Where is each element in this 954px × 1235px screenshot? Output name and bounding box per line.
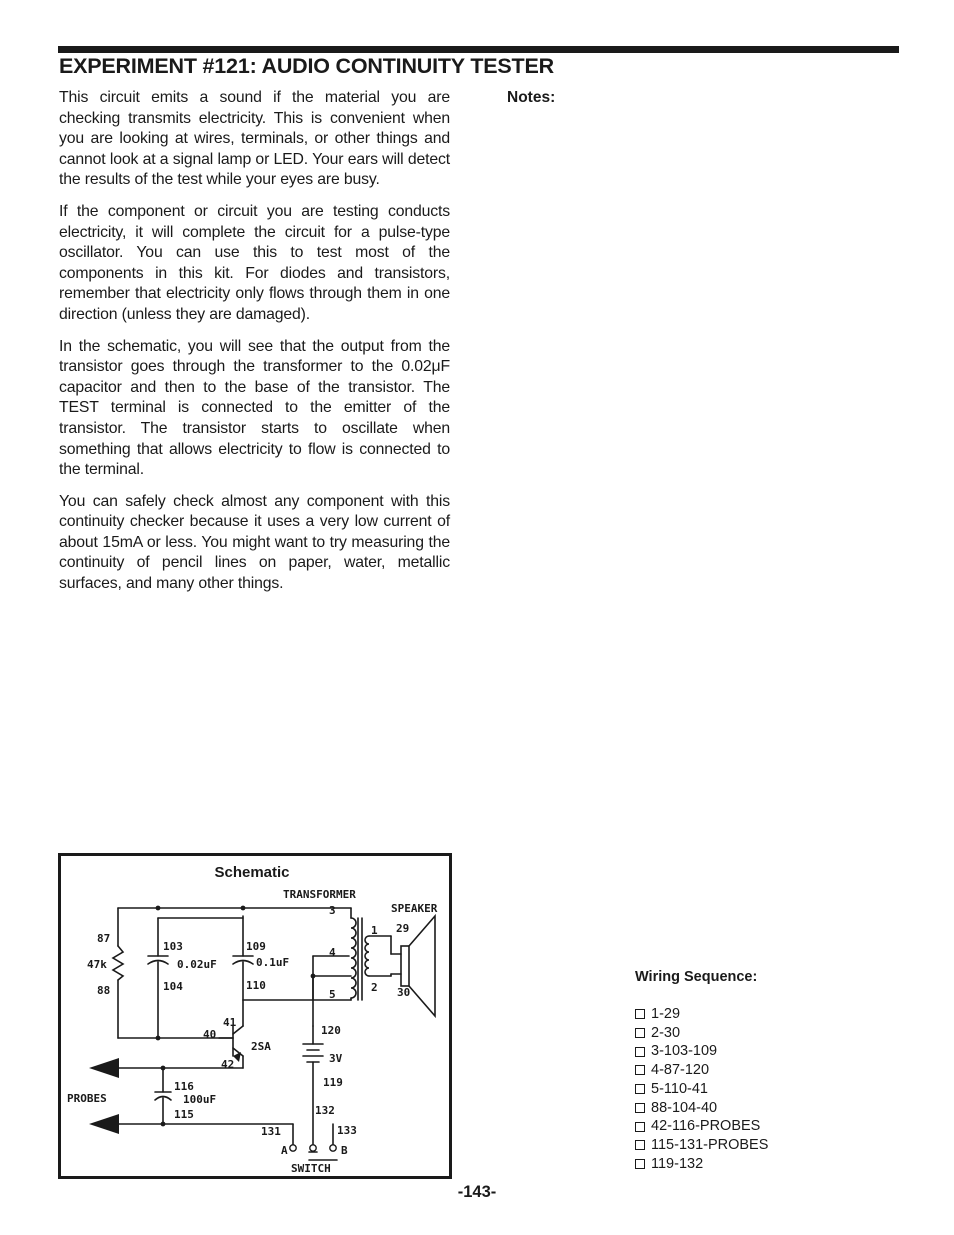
label-r87: 87 xyxy=(97,932,111,945)
label-c103: 103 xyxy=(163,940,183,953)
label-b120: 120 xyxy=(321,1024,341,1037)
label-trans: 2SA xyxy=(251,1040,271,1053)
schematic-labels xyxy=(67,888,438,1175)
wiring-item-label: 88-104-40 xyxy=(651,1099,718,1116)
checkbox-icon[interactable] xyxy=(635,1009,645,1019)
wiring-title: Wiring Sequence: xyxy=(635,969,758,985)
page-number: -143- xyxy=(457,1183,497,1201)
label-c01: 0.1uF xyxy=(256,956,290,969)
checkbox-icon[interactable] xyxy=(635,1103,645,1113)
list-item[interactable] xyxy=(635,1155,768,1174)
list-item[interactable] xyxy=(635,1061,768,1080)
checkbox-icon[interactable] xyxy=(635,1084,645,1094)
wiring-item-label: 1-29 xyxy=(651,1006,681,1022)
list-item[interactable] xyxy=(635,1042,768,1061)
label-swA: A xyxy=(281,1144,288,1157)
label-t40: 40 xyxy=(203,1028,217,1041)
label-c109: 109 xyxy=(246,940,266,953)
schematic-box xyxy=(58,853,452,1179)
label-t5: 5 xyxy=(329,988,336,1001)
wiring-item-label: 2-30 xyxy=(651,1024,681,1041)
circuit-wires xyxy=(113,908,435,1160)
wiring-sequence xyxy=(635,969,768,1173)
label-b119: 119 xyxy=(323,1076,343,1089)
label-s30: 30 xyxy=(397,986,411,999)
paragraph-1: This circuit emits a sound if the material you are checking transmits electricity. This is convenient when you are looking at wires, terminals, or other things and cannot look at a signal lamp or LED. Your ears will detect the results of the test while your eyes are busy. xyxy=(59,89,450,189)
label-transformer: TRANSFORMER xyxy=(283,888,356,901)
wiring-item-label: 4-87-120 xyxy=(651,1062,710,1079)
label-t2: 2 xyxy=(371,981,378,994)
body-text xyxy=(59,88,450,606)
checkbox-icon[interactable] xyxy=(635,1028,645,1038)
paragraph-3: In the schematic, you will see that the output from the transistor goes through the transformer to the 0.02μF capacitor and then to the base of the transistor. The TEST terminal is connected to the emitter of the transistor. The transistor starts to oscillate when something that allows electricity to flow is connected to the terminal. xyxy=(59,337,450,479)
checkbox-icon[interactable] xyxy=(635,1140,645,1150)
list-item[interactable] xyxy=(635,1024,768,1043)
checkbox-icon[interactable] xyxy=(635,1122,645,1132)
label-c116: 116 xyxy=(174,1080,194,1093)
label-switch: SWITCH xyxy=(291,1162,331,1175)
label-c115: 115 xyxy=(174,1108,194,1121)
list-item[interactable] xyxy=(635,1005,768,1024)
checkbox-icon[interactable] xyxy=(635,1159,645,1169)
label-w131: 131 xyxy=(261,1125,281,1138)
label-t4: 4 xyxy=(329,946,336,959)
schematic-diagram xyxy=(61,856,449,1176)
label-t41: 41 xyxy=(223,1016,237,1029)
label-r88: 88 xyxy=(97,984,111,997)
label-speaker: SPEAKER xyxy=(391,902,438,915)
label-swB: B xyxy=(341,1144,348,1157)
paragraph-2: If the component or circuit you are testing conducts electricity, it will complete the circuit for a pulse-type oscillator. You can use this to test most of the components in this kit. For diodes and transistors, remember that electricity only flows through them in one direction (unless they are damaged). xyxy=(59,202,450,323)
label-c104: 104 xyxy=(163,980,183,993)
label-c100: 100uF xyxy=(183,1093,217,1106)
page-title: EXPERIMENT #121: AUDIO CONTINUITY TESTER xyxy=(59,54,554,78)
list-item[interactable] xyxy=(635,1136,768,1155)
list-item[interactable] xyxy=(635,1117,768,1136)
label-t42: 42 xyxy=(221,1058,235,1071)
label-probes: PROBES xyxy=(67,1092,107,1105)
label-c110: 110 xyxy=(246,979,266,992)
label-w133: 133 xyxy=(337,1124,357,1137)
checkbox-icon[interactable] xyxy=(635,1047,645,1057)
wiring-item-label: 119-132 xyxy=(651,1155,704,1172)
label-s29: 29 xyxy=(396,922,410,935)
label-t1: 1 xyxy=(371,924,378,937)
wiring-item-label: 115-131-PROBES xyxy=(651,1136,769,1153)
list-item[interactable] xyxy=(635,1080,768,1099)
label-c002: 0.02uF xyxy=(177,958,217,971)
top-rule xyxy=(58,46,899,53)
list-item[interactable] xyxy=(635,1099,768,1118)
checkbox-icon[interactable] xyxy=(635,1065,645,1075)
paragraph-4: You can safely check almost any component with this continuity checker because it uses a very low current of about 15mA or less. You might want to try measuring the continuity of pencil lines on paper, water, metallic surfaces, and many other things. xyxy=(59,492,450,593)
notes-label: Notes: xyxy=(507,89,556,106)
wiring-item-label: 3-103-109 xyxy=(651,1043,718,1060)
label-t3: 3 xyxy=(329,904,336,917)
label-w132: 132 xyxy=(315,1104,335,1117)
wiring-list xyxy=(635,1005,768,1173)
label-b3v: 3V xyxy=(329,1052,343,1065)
schematic-title: Schematic xyxy=(214,864,290,881)
wiring-item-label: 5-110-41 xyxy=(651,1080,708,1097)
label-r47k: 47k xyxy=(87,958,107,971)
wiring-item-label: 42-116-PROBES xyxy=(651,1118,761,1135)
